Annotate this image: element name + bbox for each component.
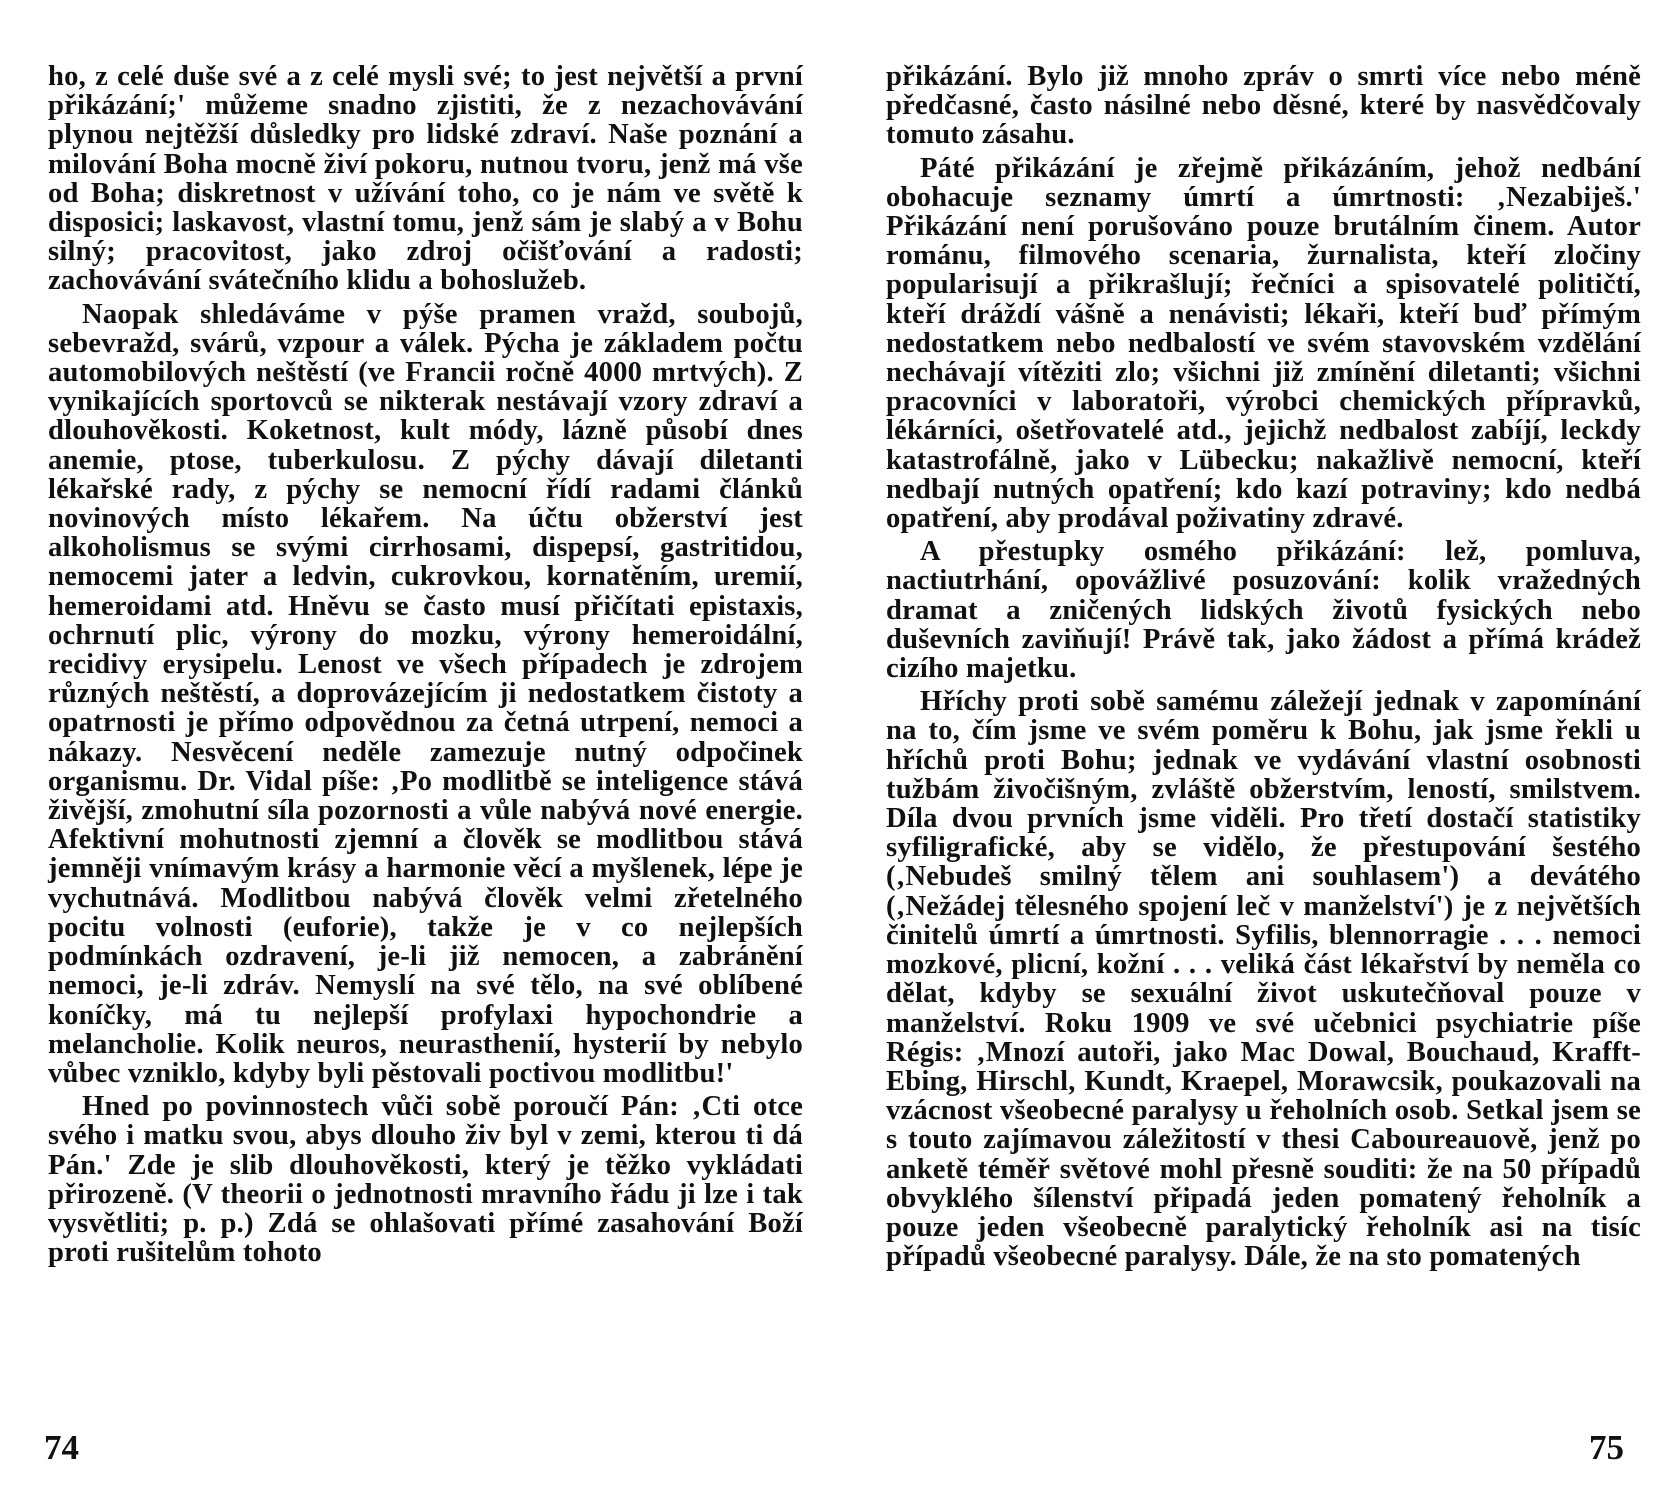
- left-text-column: [48, 62, 803, 1271]
- paragraph: Naopak shledáváme v pýše pramen vražd, soubojů, sebevražd, svárů, vzpour a válek. Pýcha je základem počtu automobilových neštěstí (ve Francii ročně 4000 mrtvých). Z vynikajících sportovců se nikterak nestávají vzory zdraví a dlouhověkosti. Koketnost, kult módy, lázně působí dnes anemie, ptose, tuberkulosu. Z pýchy dávají diletanti lékařské rady, z pýchy se nemocní řídí radami článků novinových místo lékařem. Na účtu obžerství jest alkoholismus se svými cirrhosami, dispepsí, gastritidou, nemocemi jater a ledvin, cukrovkou, kornatěním, uremií, hemeroidami atd. Hněvu se často musí přičítati epistaxis, ochrnutí plic, výrony do mozku, výrony hemeroidální, recidivy erysipelu. Lenost ve všech případech je zdrojem různých neštěstí, a doprovázejícím ji nedostatkem čistoty a opatrnosti je přímo odpovědnou za četná utrpení, nemoci a nákazy. Nesvěcení neděle zamezuje nutný odpočinek organismu. Dr. Vidal píše: ‚Po modlitbě se inteligence stává živější, zmohutní síla pozornosti a vůle nabývá nové energie. Afektivní mohutnosti zjemní a člověk se modlitbou stává jemněji vnímavým krásy a harmonie věcí a myšlenek, lépe je vychutnává. Modlitbou nabývá člověk velmi zřetelného pocitu volnosti (euforie), takže je v co nejlepších podmínkách ozdravení, je-li již nemocen, a zabránění nemoci, je-li zdráv. Nemyslí na své tělo, na své oblíbené koníčky, má tu nejlepší profylaxi hypochondrie a melancholie. Kolik neuros, neurasthenií, hysterií by nebylo vůbec vzniklo, kdyby byli pěstovali poctivou modlitbu!': [48, 298, 803, 1089]
- right-page: [832, 0, 1664, 1500]
- paragraph: A přestupky osmého přikázání: lež, pomluva, nactiutrhání, opovážlivé posuzování: kolik vražedných dramat a zničených lidských životů fysických nebo duševních zaviňují! Právě tak, jako žádost a přímá krádež cizího majetku.: [886, 536, 1641, 685]
- right-text-column: [886, 62, 1641, 1275]
- page-number: 74: [44, 1428, 79, 1467]
- paragraph: ho, z celé duše své a z celé mysli své; to jest největší a první přikázání;' můžeme snadno zjistiti, že z nezachovávání plynou nejtěžší důsledky pro lidské zdraví. Naše poznání a milování Boha mocně živí pokoru, nutnou tvoru, jenž má vše od Boha; diskretnost v užívání toho, co je nám ve světě k disposici; laskavost, vlastní tomu, jenž sám je slabý a v Bohu silný; pracovitost, jako zdroj očišťování a radosti; zachovávání svátečního klidu a bohoslužeb.: [48, 61, 803, 297]
- paragraph: Páté přikázání je zřejmě přikázáním, jehož nedbání obohacuje seznamy úmrtí a úmrtnosti: ‚Nezabiješ.' Přikázání není porušováno pouze brutálním činem. Autor románu, filmového scenaria, žurnalista, kteří zločiny popularisují a přikrašlují; řečníci a spisovatelé političtí, kteří dráždí vášně a nenávisti; lékaři, kteří buď přímým nedostatkem nebo nedbalostí ve svém stavovském vzdělání nechávají vítěziti zlo; všichni již zmínění diletanti; všichni pracovníci v laboratoři, výrobci chemických přípravků, lékárníci, ošetřovatelé atd., jejichž nedbalost zabíjí, leckdy katastrofálně, jako v Lübecku; nakažlivě nemocní, kteří nedbají nutných opatření; kdo kazí potraviny; kdo nedbá opatření, aby prodával poživatiny zdravé.: [886, 152, 1641, 535]
- paragraph: Hned po povinnostech vůči sobě poroučí Pán: ‚Cti otce svého i matku svou, abys dlouho živ byl v zemi, kterou ti dá Pán.' Zde je slib dlouhověkosti, který je těžko vykládati přirozeně. (V theorii o jednotnosti mravního řádu ji lze i tak vysvětliti; p. p.) Zdá se ohlašovati přímé zasahování Boží proti rušitelům tohoto: [48, 1091, 803, 1269]
- paragraph: Hříchy proti sobě samému záležejí jednak v zapomínání na to, čím jsme ve svém poměru k Bohu, jak jsme řekli u hříchů proti Bohu; jednak ve vydávání vlastní osobnosti tužbám živočišným, zvláště obžerstvím, leností, smilstvem. Díla dvou prvních jsme viděli. Pro třetí dostačí statistiky syfiligrafické, aby se vidělo, že přestupování šestého (‚Nebudeš smilný tělem ani souhlasem') a devátého (‚Nežádej tělesného spojení leč v manželství') je z největších činitelů úmrtí a úmrtnosti. Syfilis, blennorragie . . . nemoci mozkové, plicní, kožní . . . veliká část lékařství by neměla co dělat, kdyby se sexuální život uskutečňoval pouze v manželství. Roku 1909 ve své učebnici psychiatrie píše Régis: ‚Mnozí autoři, jako Mac Dowal, Bouchaud, Krafft-Ebing, Hirschl, Kundt, Kraepel, Morawcsik, poukazovali na vzácnost všeobecné paralysy u řeholních osob. Setkal jsem se s touto zajímavou záležitostí v thesi Caboureauově, jenž po anketě téměř světové mohl přesně souditi: že na 50 případů obvyklého šílenství připadá jeden pomatený řeholník a pouze jeden všeobecně paralytický řeholník asi na tisíc případů všeobecné paralysy. Dále, že na sto pomatených: [886, 686, 1641, 1273]
- page-number: 75: [1589, 1428, 1624, 1467]
- paragraph: přikázání. Bylo již mnoho zpráv o smrti více nebo méně předčasné, často násilné nebo děsné, které by nasvědčovaly tomuto zásahu.: [886, 61, 1641, 151]
